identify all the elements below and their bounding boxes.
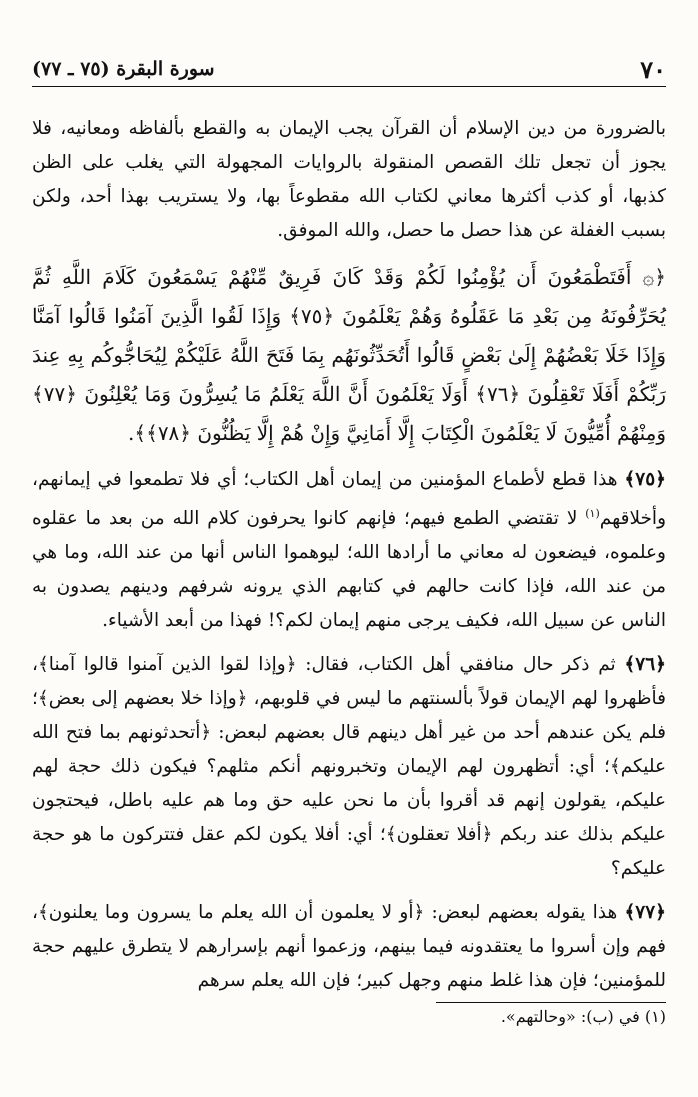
commentary-77 <box>32 896 666 998</box>
verse-marker-75: ﴿٧٥﴾ <box>624 469 666 490</box>
footnote: (١) في (ب): «وحالتهم». <box>500 1007 666 1026</box>
commentary-75-text-a: هذا قطع لأطماع المؤمنين من إيمان أهل الكتاب؛ أي فلا تطمعوا في إيمانهم، وأخلاقهم <box>32 469 666 530</box>
commentary-76-text: ثم ذكر حال منافقي أهل الكتاب، فقال: ﴿وإذا لقوا الذين آمنوا قالوا آمنا﴾، فأظهروا لهم الإيمان قولاً بألسنتهم ما ليس في قلوبهم، ﴿وإذا خلا بعضهم إلى بعض﴾؛ فلم يكن عندهم أحد من غير أهل دينهم قال بعضهم لبعض: ﴿أتحدثونهم بما فتح الله عليكم﴾؛ أي: أتظهرون لهم الإيمان وتخبرونهم أنكم مثلهم؟ فيكون ذلك حجة لهم عليكم، يقولون إنهم قد أقروا بأن ما نحن عليه حق وما هم عليه باطل، فيحتجون عليكم بذلك عند ربكم ﴿أفلا تعقلون﴾؛ أي: أفلا يكون لكم عقل فتتركون ما هو حجة عليكم؟ <box>32 654 666 880</box>
intro-paragraph: بالضرورة من دين الإسلام أن القرآن يجب الإيمان به والقطع بألفاظه ومعانيه، فلا يجوز أن تجعل تلك القصص المنقولة بالروايات المجهولة التي يغلب على الظن كذبها، أو كذب أكثرها معاني لكتاب الله مقطوعاً بها، ولا يستريب بهذا أحد، ولكن بسبب الغفلة عن هذا حصل ما حصل، والله الموفق. <box>32 118 666 241</box>
verse-marker-77: ﴿٧٧﴾ <box>624 902 666 924</box>
commentary-76 <box>32 648 666 886</box>
footnote-ref-1: (١) <box>585 507 600 520</box>
page-body <box>32 112 666 998</box>
verse-marker-76: ﴿٧٦﴾ <box>624 654 666 676</box>
page-number: ٧٠ <box>640 54 666 84</box>
quran-verses: ﴿۞ أَفَتَطْمَعُونَ أَن يُؤْمِنُوا لَكُمْ وَقَدْ كَانَ فَرِيقٌ مِّنْهُمْ يَسْمَعُونَ كَلَامَ اللَّهِ ثُمَّ يُحَرِّفُونَهُ مِن بَعْدِ مَا عَقَلُوهُ وَهُمْ يَعْلَمُونَ ﴿٧٥﴾ وَإِذَا لَقُوا الَّذِينَ آمَنُوا قَالُوا آمَنَّا وَإِذَا خَلَا بَعْضُهُمْ إِلَىٰ بَعْضٍ قَالُوا أَتُحَدِّثُونَهُم بِمَا فَتَحَ اللَّهُ عَلَيْكُمْ لِيُحَاجُّوكُم بِهِ عِندَ رَبِّكُمْ أَفَلَا تَعْقِلُونَ ﴿٧٦﴾ أَوَلَا يَعْلَمُونَ أَنَّ اللَّهَ يَعْلَمُ مَا يُسِرُّونَ وَمَا يُعْلِنُونَ ﴿٧٧﴾ وَمِنْهُمْ أُمِّيُّونَ لَا يَعْلَمُونَ الْكِتَابَ إِلَّا أَمَانِيَّ وَإِنْ هُمْ إِلَّا يَظُنُّونَ ﴿٧٨﴾﴾. <box>32 265 666 445</box>
page-header <box>32 52 666 87</box>
commentary-75-text-b: لا تقتضي الطمع فيهم؛ فإنهم كانوا يحرفون كلام الله من بعد ما عقلوه وعلموه، فيضعون له معاني ما أرادها الله؛ ليوهموا الناس أنها من عند الله، وما هي من عند الله، فإذا كانت حالهم في كتابهم الذي يرونه شرفهم ودينهم يصدون به الناس عن سبيل الله، فكيف يرجى منهم إيمان لكم؟! فهذا من أبعد الأشياء. <box>32 508 666 632</box>
commentary-75 <box>32 463 666 638</box>
commentary-77-text: هذا يقوله بعضهم لبعض: ﴿أو لا يعلمون أن الله يعلم ما يسرون وما يعلنون﴾، فهم وإن أسروا ما يعتقدونه فيما بينهم، وزعموا أنهم بإسرارهم لا يتطرق عليهم حجة للمؤمنين؛ فإن هذا غلط منهم وجهل كبير؛ فإن الله يعلم سرهم <box>32 902 666 992</box>
footnote-divider <box>436 1002 666 1003</box>
surah-title: سورة البقرة (٧٥ ـ ٧٧) <box>32 58 215 80</box>
